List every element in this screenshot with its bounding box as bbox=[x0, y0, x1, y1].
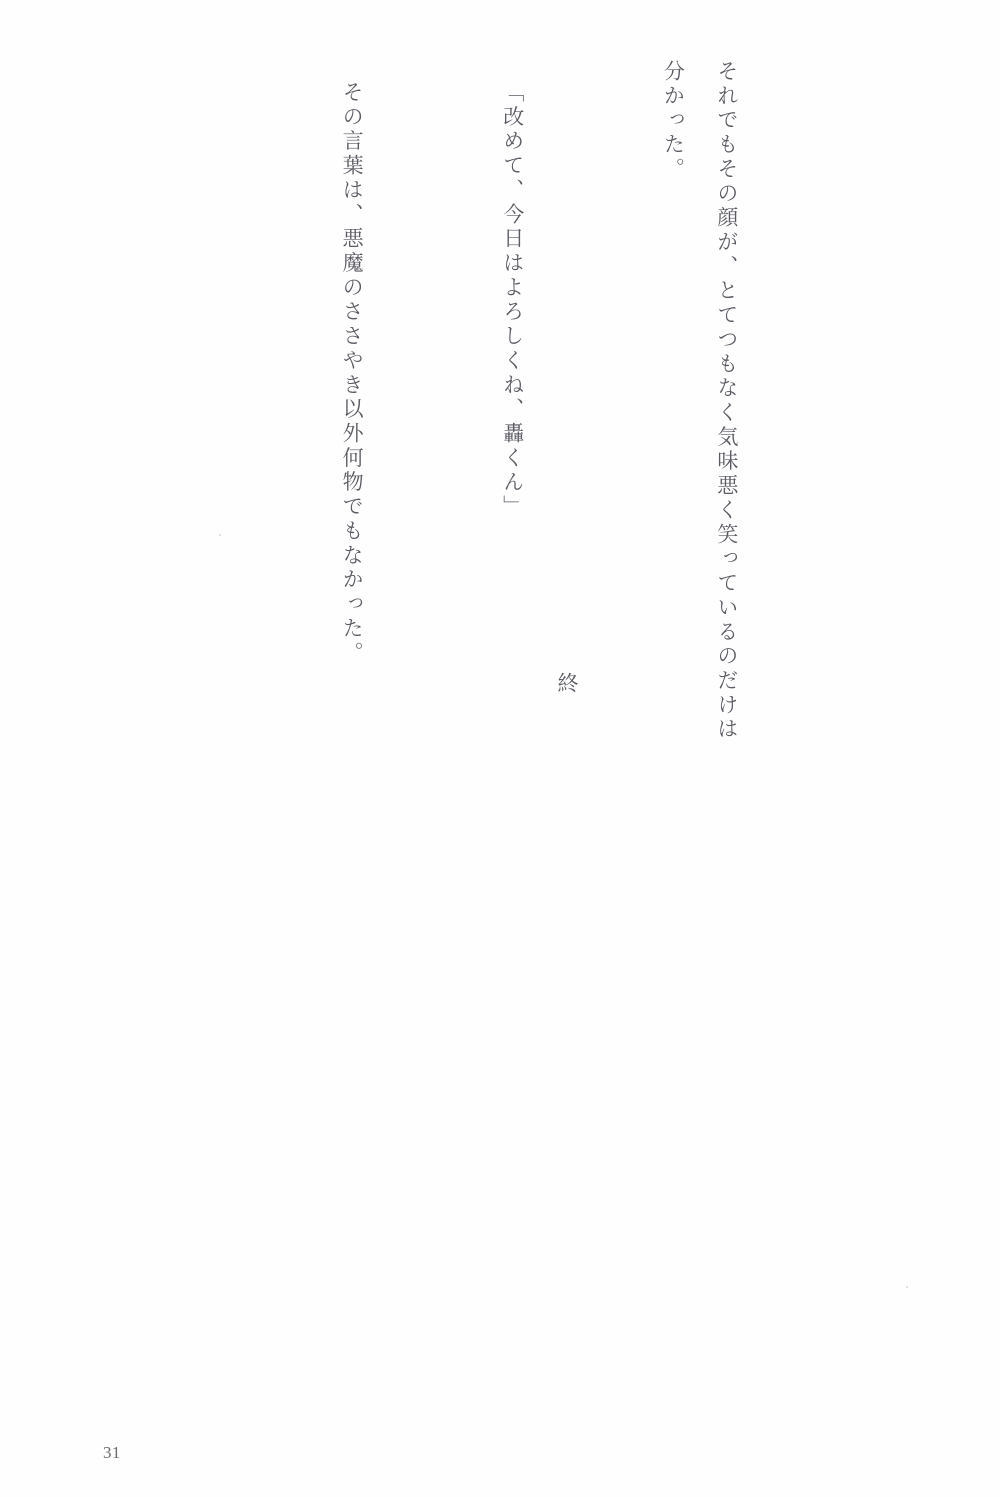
page-speck bbox=[219, 534, 221, 536]
page-number: 31 bbox=[103, 1443, 121, 1462]
page-speck bbox=[906, 1286, 908, 1288]
paragraph-3: その言葉は、悪魔のささやき以外何物でもなかった。 bbox=[340, 81, 365, 666]
paragraph-2: 「改めて、今日はよろしくね、轟くん」 bbox=[500, 81, 525, 520]
end-mark: 終 bbox=[555, 672, 579, 696]
paragraph-1: それでもその顔が、とてつもなく気味悪く笑っているのだけは分かった。 bbox=[661, 60, 739, 743]
vertical-text-block bbox=[217, 60, 860, 760]
